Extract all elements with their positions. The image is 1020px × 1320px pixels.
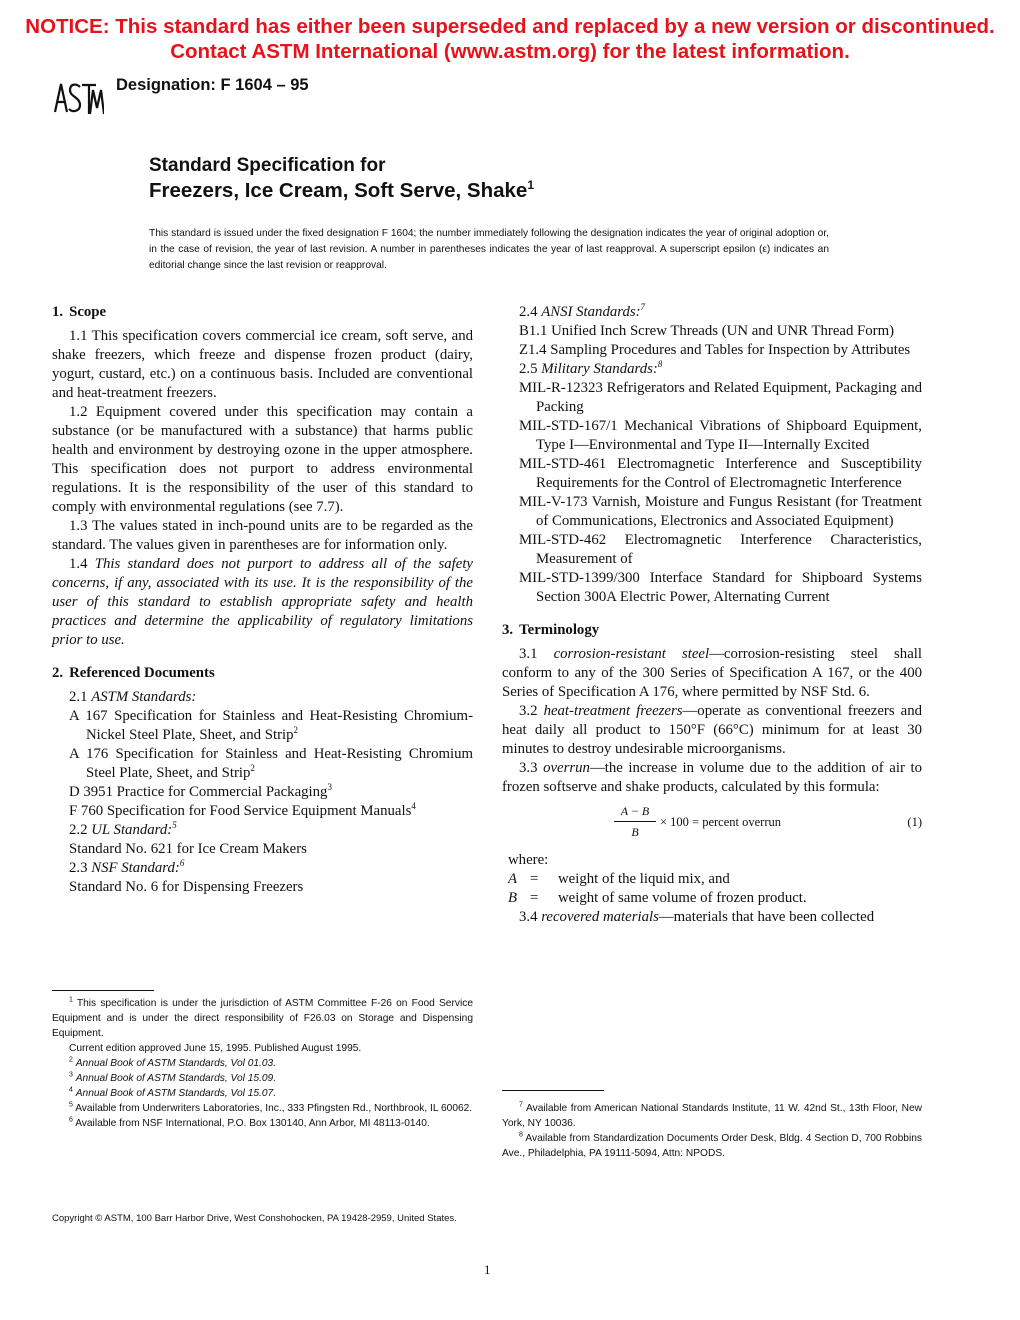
subsection-2-1 — [52, 688, 473, 707]
footnote-text: Available from Underwriters Laboratories, Inc., 333 Pfingsten Rd., Northbrook, IL 60062. — [75, 1103, 473, 1114]
subsection-number: 2.5 — [519, 361, 538, 377]
footnote-text: Annual Book of ASTM Standards, Vol 15.09. — [75, 1073, 277, 1084]
section-heading-referenced-documents — [52, 664, 473, 683]
paragraph-1-4 — [52, 555, 473, 650]
reference-text: D 3951 Practice for Commercial Packaging — [69, 784, 328, 800]
footnote-1-continued: Current edition approved June 15, 1995. Published August 1995. — [69, 1043, 362, 1054]
subsection-number: 2.3 — [69, 860, 88, 876]
subsection-number: 2.1 — [69, 689, 88, 705]
paragraph-3-3 — [502, 759, 922, 797]
term: corrosion-resistant steel — [553, 646, 710, 662]
footnote-number: 7 — [519, 1101, 523, 1109]
reference-a167 — [52, 707, 473, 745]
designation: Designation: F 1604 – 95 — [116, 76, 309, 94]
variable-definition: weight of same volume of frozen product. — [558, 890, 807, 906]
formula-fraction — [614, 803, 656, 840]
reference-text: A 167 Specification for Stainless and Heat-Resisting Chromium-Nickel Steel Plate, Sheet, and Strip — [69, 708, 473, 743]
term: overrun — [543, 760, 590, 776]
section-title: Scope — [69, 304, 107, 320]
formula-number: (1) — [907, 815, 922, 829]
subsection-2-5 — [502, 360, 922, 379]
title-main: Freezers, Ice Cream, Soft Serve, Shake — [149, 179, 528, 202]
section-title: Referenced Documents — [69, 665, 215, 681]
footnote-rule-left — [52, 990, 154, 991]
section-title: Terminology — [519, 622, 600, 638]
paragraph-3-4 — [502, 908, 922, 927]
subsection-label: ASTM Standards: — [91, 689, 197, 705]
footnote-ref: 3 — [327, 782, 332, 793]
section-number: 2. — [52, 665, 64, 681]
footnote-number: 3 — [69, 1071, 73, 1079]
equals: = — [530, 871, 539, 887]
footnotes-right — [502, 1101, 922, 1161]
title-line-1: Standard Specification for — [149, 155, 386, 176]
footnote-text: This specification is under the jurisdiction of ASTM Committee F-26 on Food Service Equipment and is under the direct responsibility of F26.03 on Storage and Dispensing Equipment. — [52, 998, 473, 1039]
footnote-ref: 4 — [411, 801, 416, 812]
footnote-8 — [502, 1131, 922, 1161]
footnote-number: 2 — [69, 1056, 73, 1064]
footnote-text: Available from NSF International, P.O. Box 130140, Ann Arbor, MI 48113-0140. — [75, 1118, 430, 1129]
reference-text: A 176 Specification for Stainless and Heat-Resisting Chromium Steel Plate, Sheet, and Strip — [69, 746, 473, 781]
paragraph-number: 3.1 — [519, 646, 538, 662]
reference-b11: B1.1 Unified Inch Screw Threads (UN and UNR Thread Form) — [519, 323, 895, 339]
paragraph-number: 3.2 — [519, 703, 538, 719]
subsection-2-2 — [52, 821, 473, 840]
definition: —corrosion-resisting steel shall conform to any of the 300 Series of Specification A 167, or the 400 Series of Specification A 176, where permitted by NSF Std. 6. — [502, 646, 922, 700]
definition: —the increase in volume due to the addition of air to frozen softserve and shake products, calculated by this formula: — [502, 760, 922, 795]
right-column — [502, 303, 922, 927]
footnote-5 — [52, 1101, 473, 1116]
footnote-text: Available from Standardization Documents Order Desk, Bldg. 4 Section D, 700 Robbins Ave., Philadelphia, PA 19111-5094, Attn: NPODS. — [502, 1133, 922, 1159]
subsection-2-4 — [502, 303, 922, 322]
variable-definition: weight of the liquid mix, and — [558, 871, 730, 887]
footnote-number: 4 — [69, 1086, 73, 1094]
reference-nsf6: Standard No. 6 for Dispensing Freezers — [69, 879, 304, 895]
subsection-label: Military Standards: — [541, 361, 658, 377]
notice-line-2: Contact ASTM International (www.astm.org) for the latest information. — [170, 40, 850, 63]
paragraph-3-1 — [502, 645, 922, 702]
reference-a176 — [52, 745, 473, 783]
footnote-2 — [52, 1056, 473, 1071]
footnote-4 — [52, 1086, 473, 1101]
footnote-number: 5 — [69, 1101, 73, 1109]
reference-mil-r-12323: MIL-R-12323 Refrigerators and Related Equipment, Packaging and Packing — [519, 380, 922, 415]
footnote-ref: 8 — [657, 359, 663, 370]
paragraph-1-2: 1.2 Equipment covered under this specification may contain a substance (or be manufactured with a substance) that harms public health and environment by destroying ozone in the upper atmosphere. This specification does not purport to address environmental regulations. It is the responsibility of the user of this standard to comply with environmental regulations (see 7.7). — [52, 404, 473, 515]
reference-f760 — [52, 802, 473, 821]
reference-mil-std-1399: MIL-STD-1399/300 Interface Standard for Shipboard Systems Section 300A Electric Power, Alternating Current — [519, 570, 922, 605]
footnote-3 — [52, 1071, 473, 1086]
term: recovered materials — [541, 909, 659, 925]
term: heat-treatment freezers — [543, 703, 683, 719]
footnote-text: Annual Book of ASTM Standards, Vol 15.07. — [75, 1088, 277, 1099]
footnote-ref: 6 — [179, 858, 185, 869]
paragraph-number: 3.4 — [519, 909, 538, 925]
reference-mil-std-167: MIL-STD-167/1 Mechanical Vibrations of Shipboard Equipment, Type I—Environmental and Type II—Internally Excited — [519, 418, 922, 453]
formula-denominator: B — [631, 825, 639, 839]
document-title — [149, 154, 534, 204]
footnote-7 — [502, 1101, 922, 1131]
equals: = — [530, 890, 539, 906]
footnote-text: Available from American National Standards Institute, 11 W. 42nd St., 13th Floor, New York, NY 10036. — [502, 1103, 922, 1129]
subsection-label: NSF Standard: — [91, 860, 180, 876]
astm-logo-icon — [52, 78, 104, 118]
subsection-number: 2.2 — [69, 822, 88, 838]
reference-ul621: Standard No. 621 for Ice Cream Makers — [69, 841, 307, 857]
reference-d3951 — [52, 783, 473, 802]
footnote-rule-right — [502, 1090, 604, 1091]
footnotes-left — [52, 996, 473, 1131]
footnote-ref: 2 — [293, 725, 299, 736]
reference-z14: Z1.4 Sampling Procedures and Tables for Inspection by Attributes — [519, 342, 911, 358]
subsection-number: 2.4 — [519, 304, 538, 320]
fraction-bar — [614, 821, 656, 822]
section-heading-scope — [52, 303, 473, 322]
variable: B — [508, 890, 518, 906]
where-label: where: — [508, 852, 549, 868]
where-row-b — [502, 889, 922, 908]
section-number: 1. — [52, 304, 64, 320]
footnote-ref: 7 — [640, 302, 646, 313]
footnote-ref: 5 — [172, 820, 177, 831]
variable: A — [508, 871, 518, 887]
paragraph-3-2 — [502, 702, 922, 759]
footnote-text: Annual Book of ASTM Standards, Vol 01.03. — [75, 1058, 277, 1069]
preamble: This standard is issued under the fixed designation F 1604; the number immediately following the designation indicates the year of original adoption or, in the case of revision, the year of last revision. A number in parentheses indicates the year of last reapproval. A superscript epsilon (ε) indicates an editorial change since the last revision or reapproval. — [149, 228, 829, 271]
subsection-2-3 — [52, 859, 473, 878]
title-footnote-ref: 1 — [527, 178, 534, 193]
footnote-6 — [52, 1116, 473, 1131]
paragraph-text: This standard does not purport to address all of the safety concerns, if any, associated with its use. It is the responsibility of the user of this standard to establish appropriate safety and health practices and determine the applicability of regulatory limitations prior to use. — [52, 556, 473, 648]
footnote-1 — [52, 996, 473, 1041]
reference-mil-std-461: MIL-STD-461 Electromagnetic Interference and Susceptibility Requirements for the Control of Electromagnetic Interference — [519, 456, 922, 491]
paragraph-1-3: 1.3 The values stated in inch-pound units are to be regarded as the standard. The values given in parentheses are for information only. — [52, 518, 473, 553]
where-row-a — [502, 870, 922, 889]
section-heading-terminology — [502, 621, 922, 640]
footnote-ref: 2 — [250, 763, 255, 774]
left-column — [52, 303, 473, 897]
paragraph-number: 1.4 — [69, 556, 88, 572]
reference-text: F 760 Specification for Food Service Equipment Manuals — [69, 803, 412, 819]
subsection-label: ANSI Standards: — [541, 304, 641, 320]
title-line-2 — [149, 178, 534, 204]
reference-mil-v-173: MIL-V-173 Varnish, Moisture and Fungus Resistant (for Treatment of Communications, Electronics and Associated Equipment) — [519, 494, 922, 529]
copyright: Copyright © ASTM, 100 Barr Harbor Drive, West Conshohocken, PA 19428-2959, United States. — [52, 1213, 457, 1224]
overrun-formula — [502, 801, 922, 845]
section-number: 3. — [502, 622, 514, 638]
notice-line-1: NOTICE: This standard has either been superseded and replaced by a new version or discontinued. — [25, 15, 995, 38]
paragraph-number: 3.3 — [519, 760, 538, 776]
formula-numerator: A − B — [620, 804, 650, 818]
definition: —materials that have been collected — [658, 909, 875, 925]
reference-mil-std-462: MIL-STD-462 Electromagnetic Interference Characteristics, Measurement of — [519, 532, 922, 567]
subsection-label: UL Standard: — [91, 822, 173, 838]
definition: —operate as conventional freezers and heat daily all product to 150°F (66°C) minimum for at least 30 minutes to destroy undesirable microorganisms. — [502, 703, 923, 757]
footnote-number: 6 — [69, 1116, 73, 1124]
page-number: 1 — [484, 1262, 491, 1277]
formula-text: × 100 = percent overrun — [660, 815, 782, 829]
paragraph-1-1: 1.1 This specification covers commercial ice cream, soft serve, and shake freezers, which freeze and dispense frozen product (dairy, yogurt, custard, etc.) on a continuous basis. Included are conventional and heat-treatment freezers. — [52, 328, 473, 401]
footnote-number: 8 — [519, 1131, 523, 1139]
footnote-number: 1 — [69, 996, 73, 1004]
notice-banner — [0, 14, 1020, 64]
